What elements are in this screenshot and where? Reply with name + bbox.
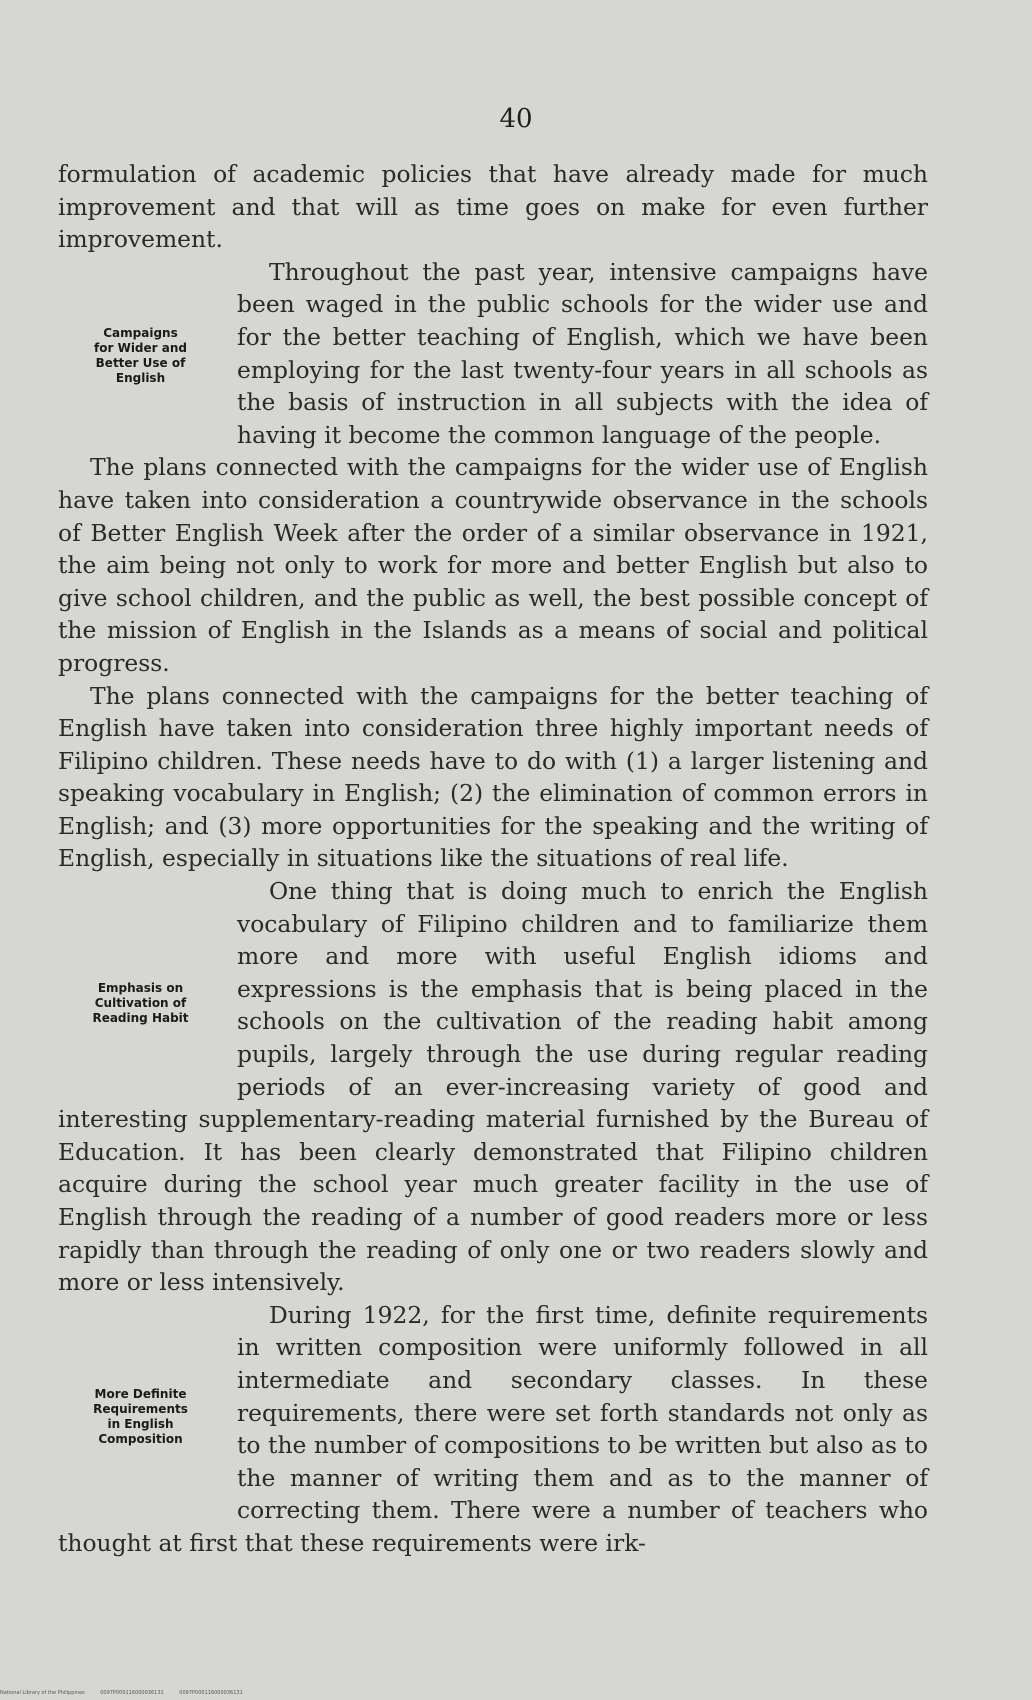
page-number: 40 [499,104,533,134]
sidenote-composition [58,1363,223,1515]
sidenote-line: Emphasis on [97,981,184,996]
sidenote-line: English [115,370,166,385]
sidenote-line: Reading Habit [92,1011,189,1026]
paragraph-3: The plans connected with the campaigns for the wider use of English have taken into consideration a countrywide observance in the schools of Better English Week after the order of a similar observance in 1921, the aim being not only to work for more and better English but also to give school children, and the public as well, the best possible concept of the mission of English in the Islands as a means of social and political progress. [58,453,928,677]
sidenote-line: Cultivation of [94,996,187,1011]
scan-footer [0,1690,257,1696]
sidenote-line: Campaigns [103,325,178,340]
sidenote-emphasis [58,971,223,1077]
paragraph-5: One thing that is doing much to enrich the English vocabulary of Filipino children and to familiarize them more and more with useful English idioms and expressions is the emphasis that is being placed in the schools on the cultivation of the reading habit among pupils, largely through the use during regular reading periods of an ever-increasing variety of good and interesting supplementary-reading material furnished by the Bureau of Education. It has been clearly demonstrated that Filipino children acquire during the school year much greater facility in the use of English through the reading of a number of good readers more or less rapidly than through the reading of only one or two readers slowly and more or less intensively. [58,877,928,1297]
paragraph-6: During 1922, for the first time, definite requirements in written composition were uniformly followed in all intermediate and secondary classes. In these requirements, there were set forth standards not only as to the number of compositions to be written but also as to the manner of writing them and as to the manner of correcting them. There were a number of teachers who thought at first that these requirements were irk- [58,1300,928,1557]
sidenote-line: for Wider and [94,340,187,355]
sidenote-line: More Definite [94,1386,187,1401]
footer-code: 0097P000116000036131 [179,1690,243,1696]
footer-library: National Library of the Philippines [0,1690,85,1696]
text-body [58,158,928,1560]
sidenote-line: in English [107,1416,174,1431]
sidenote-campaigns [58,320,223,422]
sidenote-line: Requirements [93,1401,188,1416]
paragraph-4: The plans connected with the campaigns for the better teaching of English have taken into consideration three highly important needs of Filipino children. These needs have to do with (1) a larger listening and speaking vocabulary in English; (2) the elimination of common errors in English; and (3) more opportunities for the speaking and the writing of English, especially in situations like the situations of real life. [58,681,928,873]
footer-code: 0097P000116000036131 [100,1690,164,1696]
sidenote-line: Composition [98,1431,183,1446]
paragraph-1: formulation of academic policies that have already made for much improvement and that will as time goes on make for even further improvement. [58,160,928,254]
sidenote-line: Better Use of [95,355,186,370]
paragraph-2: Throughout the past year, intensive campaigns have been waged in the public schools for the wider use and for the better teaching of English, which we have been employing for the last twenty-four years in all schools as the basis of instruction in all subjects with the idea of having it become the common language of the people. [237,257,928,449]
